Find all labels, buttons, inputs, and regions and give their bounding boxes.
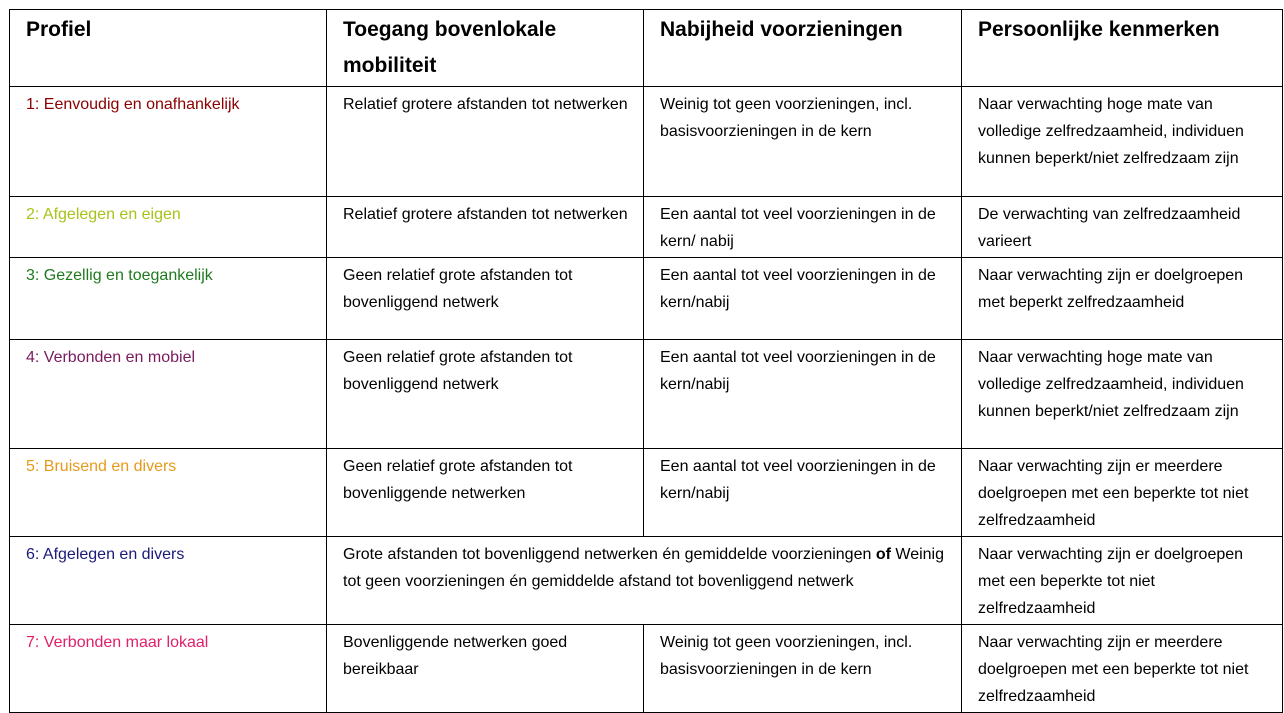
nabijheid-cell: Weinig tot geen voorzieningen, incl. basisvoorzieningen in de kern <box>644 625 962 713</box>
profile-name-6: 6: Afgelegen en divers <box>10 537 327 625</box>
header-toegang: Toegang bovenlokale mobiliteit <box>327 10 644 87</box>
table-row <box>10 87 1283 197</box>
header-kenmerken: Persoonlijke kenmerken <box>962 10 1283 87</box>
table-row <box>10 340 1283 449</box>
kenmerken-cell: Naar verwachting zijn er meerdere doelgroepen met een beperkte tot niet zelfredzaamheid <box>962 449 1283 537</box>
kenmerken-cell: Naar verwachting zijn er meerdere doelgroepen met een beperkte tot niet zelfredzaamheid <box>962 625 1283 713</box>
nabijheid-cell: Weinig tot geen voorzieningen, incl. basisvoorzieningen in de kern <box>644 87 962 197</box>
profile-name-4: 4: Verbonden en mobiel <box>10 340 327 449</box>
profile-name-1: 1: Eenvoudig en onafhankelijk <box>10 87 327 197</box>
header-nabijheid: Nabijheid voorzieningen <box>644 10 962 87</box>
toegang-cell: Geen relatief grote afstanden tot bovenliggend netwerk <box>327 340 644 449</box>
nabijheid-cell: Een aantal tot veel voorzieningen in de kern/nabij <box>644 258 962 340</box>
kenmerken-cell: Naar verwachting hoge mate van volledige zelfredzaamheid, individuen kunnen beperkt/niet zelfredzaam zijn <box>962 340 1283 449</box>
nabijheid-cell: Een aantal tot veel voorzieningen in de kern/nabij <box>644 449 962 537</box>
merged-of: of <box>875 546 891 563</box>
table-row <box>10 537 1283 625</box>
table-row <box>10 449 1283 537</box>
kenmerken-cell: Naar verwachting zijn er doelgroepen met een beperkte tot niet zelfredzaamheid <box>962 537 1283 625</box>
table-row <box>10 258 1283 340</box>
profile-table <box>9 9 1283 713</box>
profile-name-3: 3: Gezellig en toegankelijk <box>10 258 327 340</box>
kenmerken-cell: De verwachting van zelfredzaamheid varieert <box>962 197 1283 258</box>
merged-part2: Weinig tot geen voorzieningen én gemiddelde afstand tot bovenliggend netwerk <box>343 546 945 590</box>
profile-name-7: 7: Verbonden maar lokaal <box>10 625 327 713</box>
toegang-cell: Geen relatief grote afstanden tot bovenliggende netwerken <box>327 449 644 537</box>
merged-cell <box>327 537 962 625</box>
merged-part1: Grote afstanden tot bovenliggend netwerken én gemiddelde voorzieningen <box>343 546 872 563</box>
nabijheid-cell: Een aantal tot veel voorzieningen in de kern/nabij <box>644 340 962 449</box>
header-row <box>10 10 1283 87</box>
profile-name-2: 2: Afgelegen en eigen <box>10 197 327 258</box>
header-profiel: Profiel <box>10 10 327 87</box>
toegang-cell: Relatief grotere afstanden tot netwerken <box>327 197 644 258</box>
toegang-cell: Bovenliggende netwerken goed bereikbaar <box>327 625 644 713</box>
kenmerken-cell: Naar verwachting hoge mate van volledige zelfredzaamheid, individuen kunnen beperkt/niet zelfredzaam zijn <box>962 87 1283 197</box>
kenmerken-cell: Naar verwachting zijn er doelgroepen met beperkt zelfredzaamheid <box>962 258 1283 340</box>
nabijheid-cell: Een aantal tot veel voorzieningen in de kern/ nabij <box>644 197 962 258</box>
toegang-cell: Geen relatief grote afstanden tot bovenliggend netwerk <box>327 258 644 340</box>
table-row <box>10 625 1283 713</box>
toegang-cell: Relatief grotere afstanden tot netwerken <box>327 87 644 197</box>
table-row <box>10 197 1283 258</box>
profile-name-5: 5: Bruisend en divers <box>10 449 327 537</box>
